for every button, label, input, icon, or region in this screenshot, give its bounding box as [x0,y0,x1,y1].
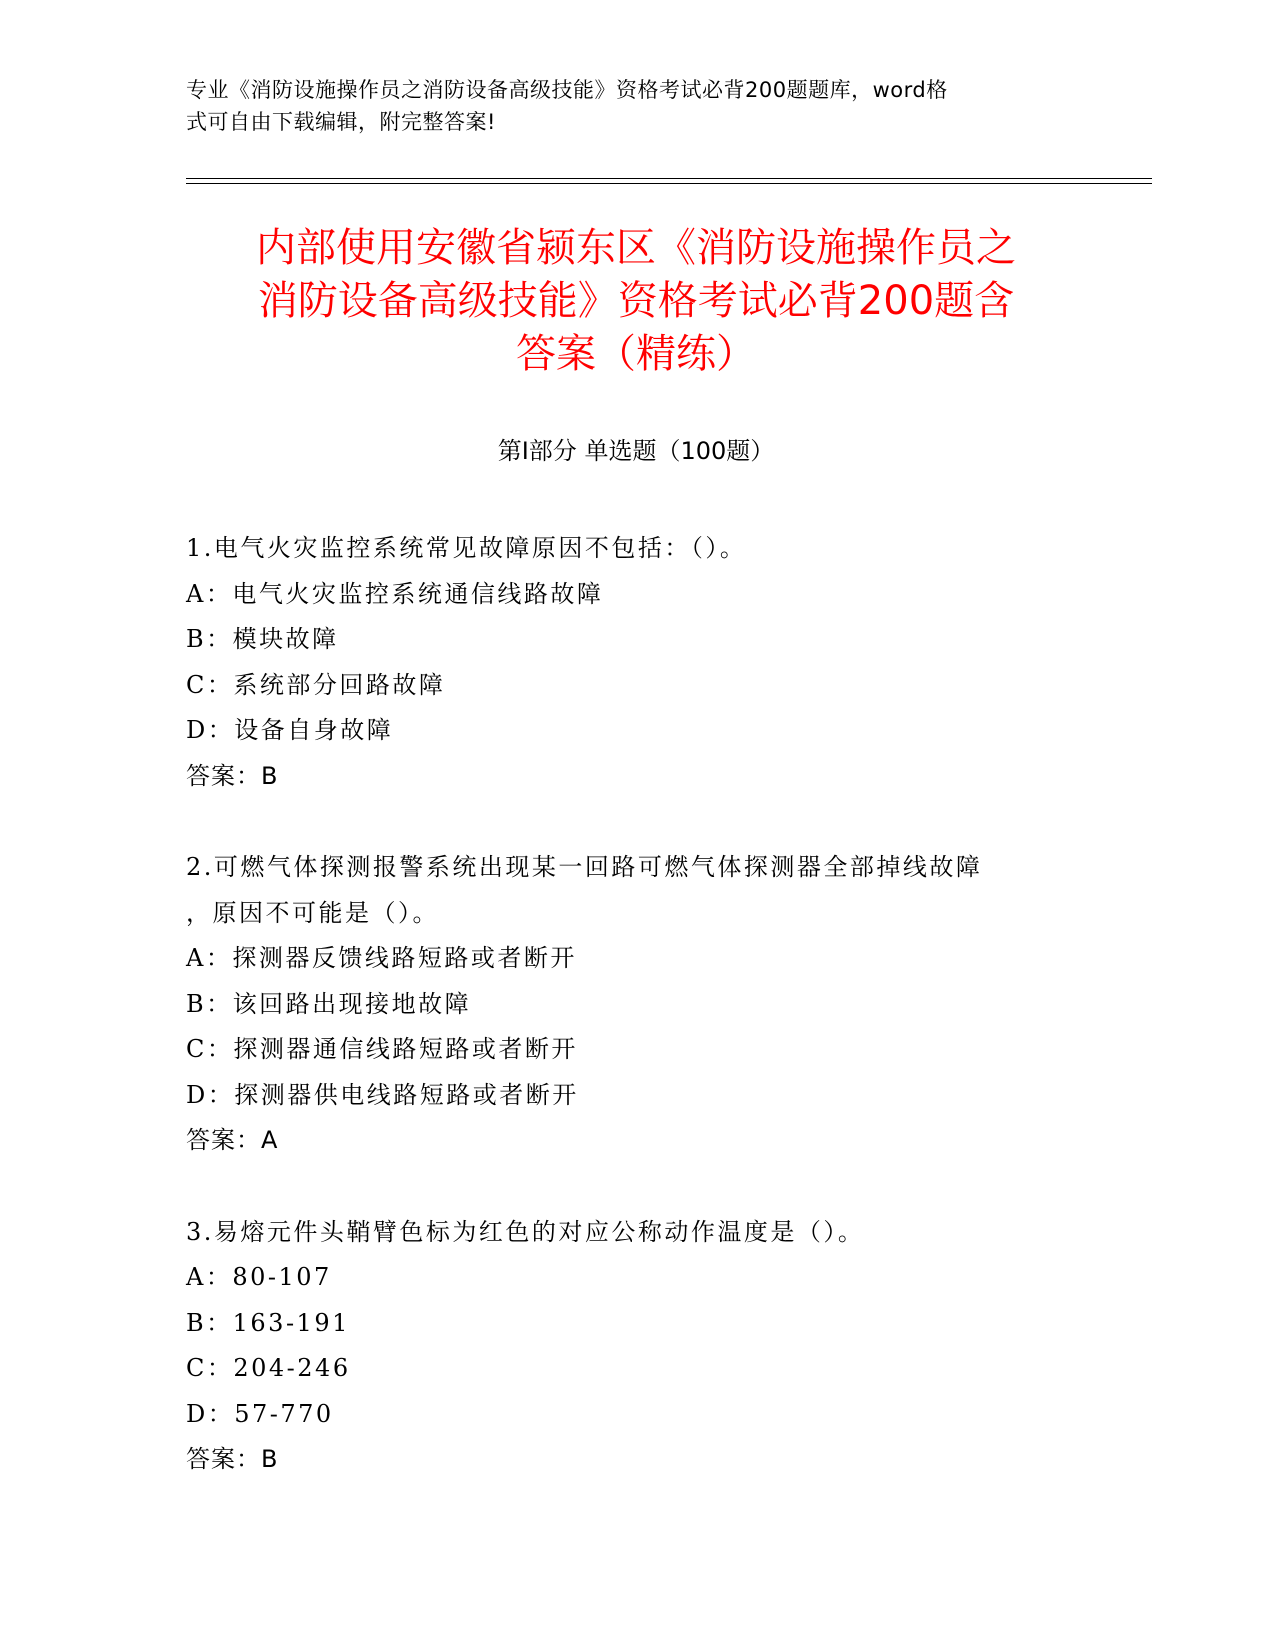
option-a: A：80-107 [186,1263,332,1291]
header-rule-bottom [186,183,1152,184]
document-title [186,222,1086,381]
question-stem: 1.电气火灾监控系统常见故障原因不包括：（）。 [186,534,747,562]
answer: 答案：A [186,1126,279,1154]
question-1 [186,526,1066,799]
option-a: A：电气火灾监控系统通信线路故障 [186,579,604,608]
header-rule-top [186,178,1152,179]
question-stem: 3.易熔元件头鞘臂色标为红色的对应公称动作温度是（）。 [186,1217,865,1246]
question-stem: 2.可燃气体探测报警系统出现某一回路可燃气体探测器全部掉线故障 [186,853,983,881]
option-d: D：探测器供电线路短路或者断开 [186,1080,579,1109]
section-heading: 第Ⅰ部分 单选题（100题） [497,437,775,465]
header-line-2: 式可自由下载编辑，附完整答案! [186,110,496,134]
answer: 答案：B [186,1445,279,1473]
option-d: D：设备自身故障 [186,716,394,744]
title-line-3: 答案（精练） [516,331,756,377]
option-d: D：57-770 [186,1399,334,1428]
page-header [186,74,1066,138]
option-b: B：模块故障 [186,625,339,653]
title-line-2: 消防设备高级技能》资格考试必背200题含 [257,278,1015,324]
option-a: A：探测器反馈线路短路或者断开 [186,944,577,972]
question-2 [186,845,1066,1164]
option-c: C：探测器通信线路短路或者断开 [186,1035,578,1063]
option-b: B：163-191 [186,1308,350,1337]
title-line-1: 内部使用安徽省颍东区《消防设施操作员之 [256,225,1016,271]
option-b: B：该回路出现接地故障 [186,989,472,1018]
question-stem-continued: ，原因不可能是（）。 [186,898,439,927]
question-list [186,526,1066,1529]
answer: 答案：B [186,761,279,790]
header-line-1: 专业《消防设施操作员之消防设备高级技能》资格考试必背200题题库，word格 [186,78,948,102]
question-3 [186,1210,1066,1483]
option-c: C：系统部分回路故障 [186,670,446,699]
option-c: C：204-246 [186,1354,351,1382]
